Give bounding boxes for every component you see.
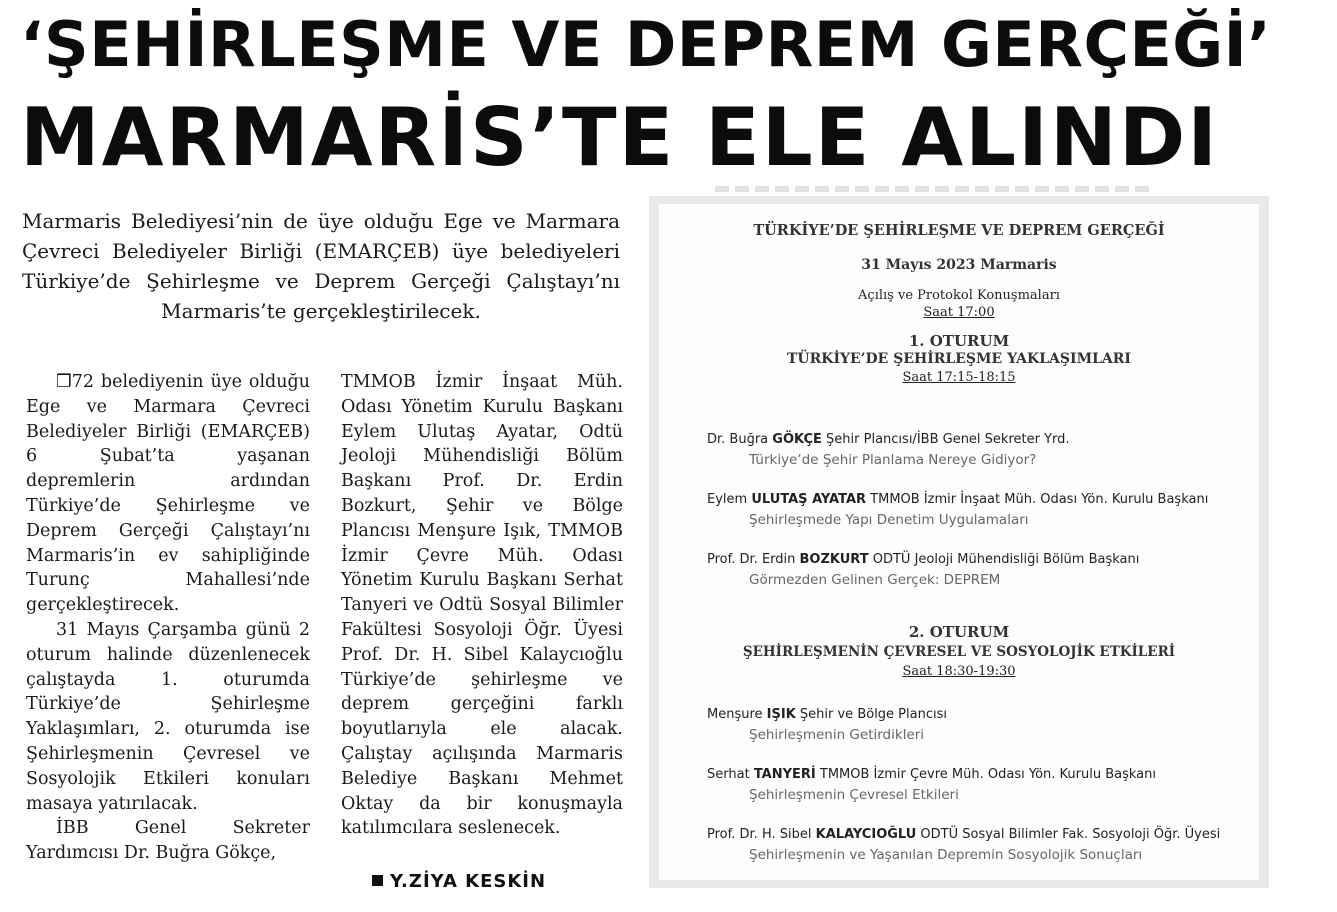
- speaker-line: [707, 552, 1267, 567]
- speaker-name: Serhat: [707, 767, 754, 782]
- opening-time: Saat 17:00: [923, 305, 995, 320]
- author-name: Y.ZİYA KESKİN: [390, 871, 547, 892]
- article-column-1: [26, 370, 310, 866]
- session1-heading: 1. OTURUM: [908, 332, 1010, 350]
- speaker-role: Şehir ve Bölge Plancısı: [795, 707, 947, 722]
- speech-topic: Türkiye’de Şehir Planlama Nereye Gidiyor?: [749, 452, 1037, 468]
- speaker-role: ODTÜ Sosyal Bilimler Fak. Sosyoloji Öğr. Üyesi: [916, 827, 1221, 842]
- speaker-name: Prof. Dr. Erdin: [707, 552, 800, 567]
- speech-topic: Şehirleşmenin Getirdikleri: [749, 727, 925, 743]
- speech-topic: Şehirleşmede Yapı Denetim Uygulamaları: [749, 512, 1029, 528]
- headline-line-1: ‘ŞEHİRLEŞME VE DEPREM GERÇEĞİ’: [20, 8, 1272, 81]
- speaker-surname: KALAYCIOĞLU: [815, 827, 917, 842]
- body-paragraph: İBB Genel Sekreter Yardımcısı Dr. Buğra Gökçe,: [26, 818, 310, 864]
- opening-label: Açılış ve Protokol Konuşmaları: [858, 288, 1060, 303]
- speaker-surname: IŞIK: [766, 707, 796, 722]
- speaker-surname: GÖKÇE: [772, 432, 822, 447]
- speaker-role: Şehir Plancısı/İBB Genel Sekreter Yrd.: [821, 432, 1070, 447]
- body-paragraph: 31 Mayıs Çarşamba günü 2 oturum halinde düzenlenecek çalıştayda 1. oturumda Türkiye’de Şehirleşme Yaklaşımları, 2. oturumda ise Şehirleşmenin Çevresel ve Sosyolojik Etkileri konuları masaya yatırılacak.: [26, 619, 310, 814]
- speaker-name: Prof. Dr. H. Sibel: [707, 827, 816, 842]
- session1-title: TÜRKİYE’DE ŞEHİRLEŞME YAKLAŞIMLARI: [787, 351, 1131, 367]
- speaker-surname: TANYERİ: [753, 767, 816, 782]
- bullet-icon: ❒: [56, 372, 72, 392]
- speaker-role: TMMOB İzmir İnşaat Müh. Odası Yön. Kurulu Başkanı: [866, 492, 1209, 507]
- speaker-name: Dr. Buğra: [707, 432, 773, 447]
- byline: [372, 871, 546, 892]
- program-date: 31 Mayıs 2023 Marmaris: [861, 257, 1057, 273]
- print-smudge: [715, 186, 1155, 192]
- session2-time: Saat 18:30-19:30: [902, 664, 1016, 679]
- square-bullet-icon: [372, 875, 383, 886]
- speaker-role: ODTÜ Jeoloji Mühendisliği Bölüm Başkanı: [868, 552, 1140, 567]
- speech-topic: Görmezden Gelinen Gerçek: DEPREM: [749, 572, 1001, 588]
- program-sheet: [659, 204, 1259, 880]
- speaker-line: [707, 827, 1267, 842]
- speech-topic: Şehirleşmenin ve Yaşanılan Depremin Sosyolojik Sonuçları: [749, 847, 1143, 863]
- body-paragraph: [26, 370, 310, 618]
- body-paragraph: TMMOB İzmir İnşaat Müh. Odası Yönetim Kurulu Başkanı Eylem Ulutaş Ayatar, Odtü Jeoloji Mühendisliği Bölüm Başkanı Prof. Dr. Erdin Bozkurt, Şehir ve Bölge Plancısı Menşure Işık, TMMOB İzmir Çevre Müh. Odası Yönetim Kurulu Başkanı Serhat Tanyeri ve Odtü Sosyal Bilimler Fakültesi Sosyoloji Öğr. Üyesi Prof. Dr. H. Sibel Kalaycıoğlu Türkiye’de şehirleşme ve deprem gerçeğini farklı boyutlarıyla ele alacak. Çalıştay açılışında Marmaris Belediye Başkanı Mehmet Oktay da bir konuşmayla katılımcılara seslenecek.: [341, 372, 623, 839]
- speaker-surname: ULUTAŞ AYATAR: [751, 492, 867, 507]
- speaker-line: [707, 432, 1267, 447]
- speaker-role: TMMOB İzmir Çevre Müh. Odası Yön. Kurulu Başkanı: [815, 767, 1156, 782]
- speaker-line: [707, 767, 1267, 782]
- lead-paragraph: Marmaris Belediyesi’nin de üye olduğu Ege ve Marmara Çevreci Belediyeler Birliği (EMARÇEB) üye belediyeleri Türkiye’de Şehirleşme ve Deprem Gerçeği Çalıştayı’nı Marmaris’te gerçekleştirilecek.: [22, 209, 620, 323]
- program-title: TÜRKİYE’DE ŞEHİRLEŞME VE DEPREM GERÇEĞİ: [753, 222, 1165, 239]
- session2-title: ŞEHİRLEŞMENİN ÇEVRESEL VE SOSYOLOJİK ETKİLERİ: [742, 644, 1176, 660]
- speaker-name: Eylem: [707, 492, 752, 507]
- speaker-line: [707, 707, 1267, 722]
- article-column-2: [341, 370, 623, 841]
- speaker-line: [707, 492, 1267, 507]
- headline-line-2: MARMARİS’TE ELE ALINDI: [20, 91, 1219, 184]
- speaker-surname: BOZKURT: [799, 552, 869, 567]
- speech-topic: Şehirleşmenin Çevresel Etkileri: [749, 787, 959, 803]
- session2-heading: 2. OTURUM: [908, 623, 1010, 641]
- session1-time: Saat 17:15-18:15: [902, 370, 1016, 385]
- program-image: [649, 196, 1269, 888]
- body-text: 72 belediyenin üye olduğu Ege ve Marmara Çevreci Belediyeler Birliği (EMARÇEB) 6 Şubat’ta yaşanan depremlerin ardından Türkiye’de Şehirleşme ve Deprem Gerçeği Çalıştayı’nı Marmaris’in ev sahipliğinde Turunç Mahallesi’nde gerçekleştirecek.: [26, 372, 310, 616]
- speaker-name: Menşure: [707, 707, 767, 722]
